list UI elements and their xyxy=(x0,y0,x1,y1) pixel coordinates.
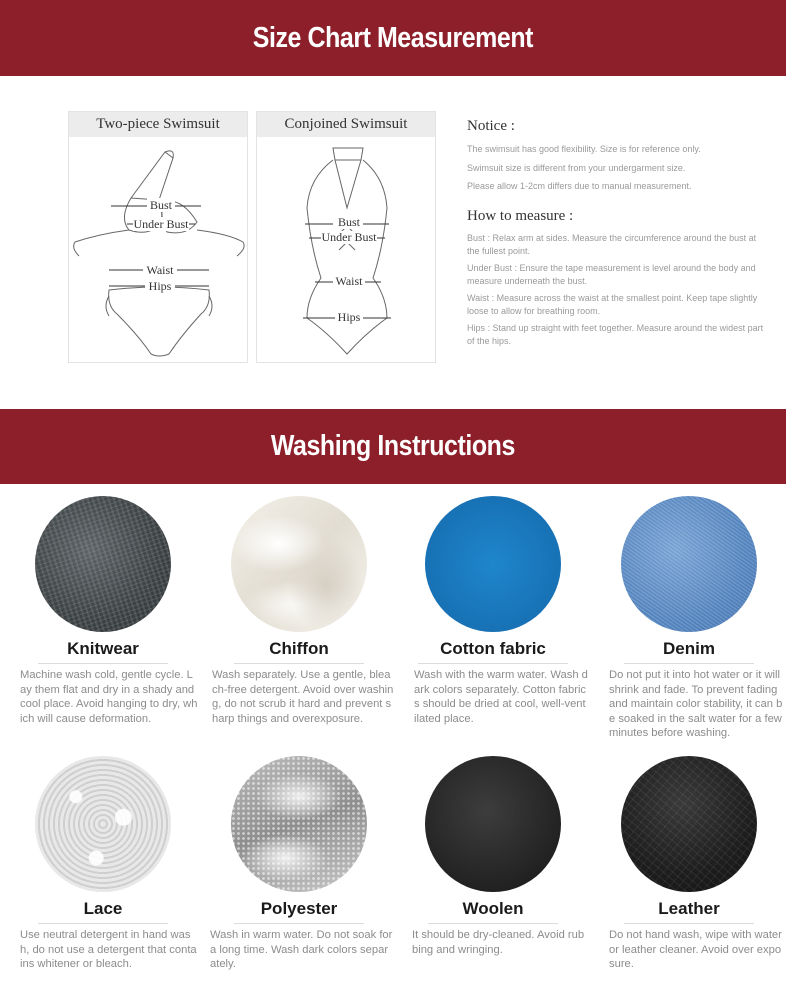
woolen-swatch xyxy=(425,756,561,892)
measure-item: Hips : Stand up straight with feet together. Measure around the widest part of the hips. xyxy=(467,323,764,346)
denim-swatch xyxy=(621,496,757,632)
two-piece-bust-label: Bust xyxy=(149,198,173,212)
fabric-name: Knitwear xyxy=(38,639,168,664)
fabric-knitwear xyxy=(8,496,198,726)
two-piece-diagram xyxy=(68,111,248,363)
two-piece-title: Two-piece Swimsuit xyxy=(69,112,247,137)
how-to-measure-title: How to measure : xyxy=(467,208,574,224)
conjoined-swimsuit-illustration xyxy=(257,138,437,364)
conjoined-waist-label: Waist xyxy=(335,274,363,288)
fabric-name: Lace xyxy=(38,899,168,924)
size-chart-banner xyxy=(0,0,786,76)
fabric-description: Do not hand wash, wipe with water or leather cleaner. Avoid over exposure. xyxy=(609,929,782,970)
measure-item: Bust : Relax arm at sides. Measure the circumference around the bust at the fullest point. xyxy=(467,233,757,256)
conjoined-bust-label: Bust xyxy=(337,215,361,229)
fabric-polyester xyxy=(204,756,394,972)
notice-item: Swimsuit size is different from your undergarment size. xyxy=(467,162,686,173)
knitwear-swatch xyxy=(35,496,171,632)
fabric-name: Woolen xyxy=(428,899,558,924)
measure-item: Waist : Measure across the waist at the smallest point. Keep tape slightly loose to allow for breathing room. xyxy=(467,293,758,316)
notice-item: The swimsuit has good flexibility. Size is for reference only. xyxy=(467,144,701,154)
polyester-swatch xyxy=(231,756,367,892)
fabric-woolen xyxy=(398,756,588,957)
fabric-denim xyxy=(594,496,784,741)
fabric-name: Polyester xyxy=(234,899,364,924)
fabric-lace xyxy=(8,756,198,972)
conjoined-diagram xyxy=(256,111,436,363)
two-piece-swimsuit-illustration xyxy=(69,138,249,364)
notice-item: Please allow 1-2cm differs due to manual measurement. xyxy=(467,181,692,191)
notice-title: Notice : xyxy=(467,118,515,134)
how-to-measure-section xyxy=(467,208,767,352)
fabric-leather xyxy=(594,756,784,972)
fabric-description: Wash with the warm water. Wash dark colors separately. Cotton fabrics should be dried at cool, well-ventilated place. xyxy=(414,669,588,725)
lace-swatch xyxy=(35,756,171,892)
fabric-chiffon xyxy=(204,496,394,726)
conjoined-title: Conjoined Swimsuit xyxy=(257,112,435,137)
fabric-description: Machine wash cold, gentle cycle. Lay them flat and dry in a shady and cool place. Avoid hanging to dry, which will cause deformation. xyxy=(20,669,198,725)
washing-title: Washing Instructions xyxy=(270,430,516,462)
fabric-cotton xyxy=(398,496,588,726)
size-chart-title: Size Chart Measurement xyxy=(252,21,534,54)
chiffon-swatch xyxy=(231,496,367,632)
fabric-description: It should be dry-cleaned. Avoid rubbing and wringing. xyxy=(412,929,585,956)
conjoined-hips-label: Hips xyxy=(337,310,361,324)
fabric-name: Chiffon xyxy=(234,639,364,664)
washing-banner xyxy=(0,409,786,484)
fabric-name: Cotton fabric xyxy=(418,639,568,664)
conjoined-under-bust-label: Under Bust xyxy=(321,230,377,244)
fabric-description: Wash in warm water. Do not soak for a long time. Wash dark colors separately. xyxy=(210,929,393,970)
fabric-name: Denim xyxy=(624,639,754,664)
fabric-description: Wash separately. Use a gentle, bleach-free detergent. Avoid over washing, do not scrub it hard and prevent sharp things and overexposure. xyxy=(212,669,394,725)
measure-item: Under Bust : Ensure the tape measurement is level around the body and measure underneath the bust. xyxy=(467,263,756,286)
leather-swatch xyxy=(621,756,757,892)
two-piece-hips-label: Hips xyxy=(148,279,172,293)
two-piece-waist-label: Waist xyxy=(146,263,174,277)
notice-section xyxy=(467,118,767,199)
cotton-swatch xyxy=(425,496,561,632)
two-piece-under-bust-label: Under Bust xyxy=(133,217,189,231)
fabric-name: Leather xyxy=(624,899,754,924)
fabric-description: Use neutral detergent in hand wash, do not use a detergent that contains whitener or bleach. xyxy=(20,929,197,970)
fabric-description: Do not put it into hot water or it will shrink and fade. To prevent fading and maintain color stability, it can be soaked in the salt water for a few minutes before washing. xyxy=(609,669,783,739)
